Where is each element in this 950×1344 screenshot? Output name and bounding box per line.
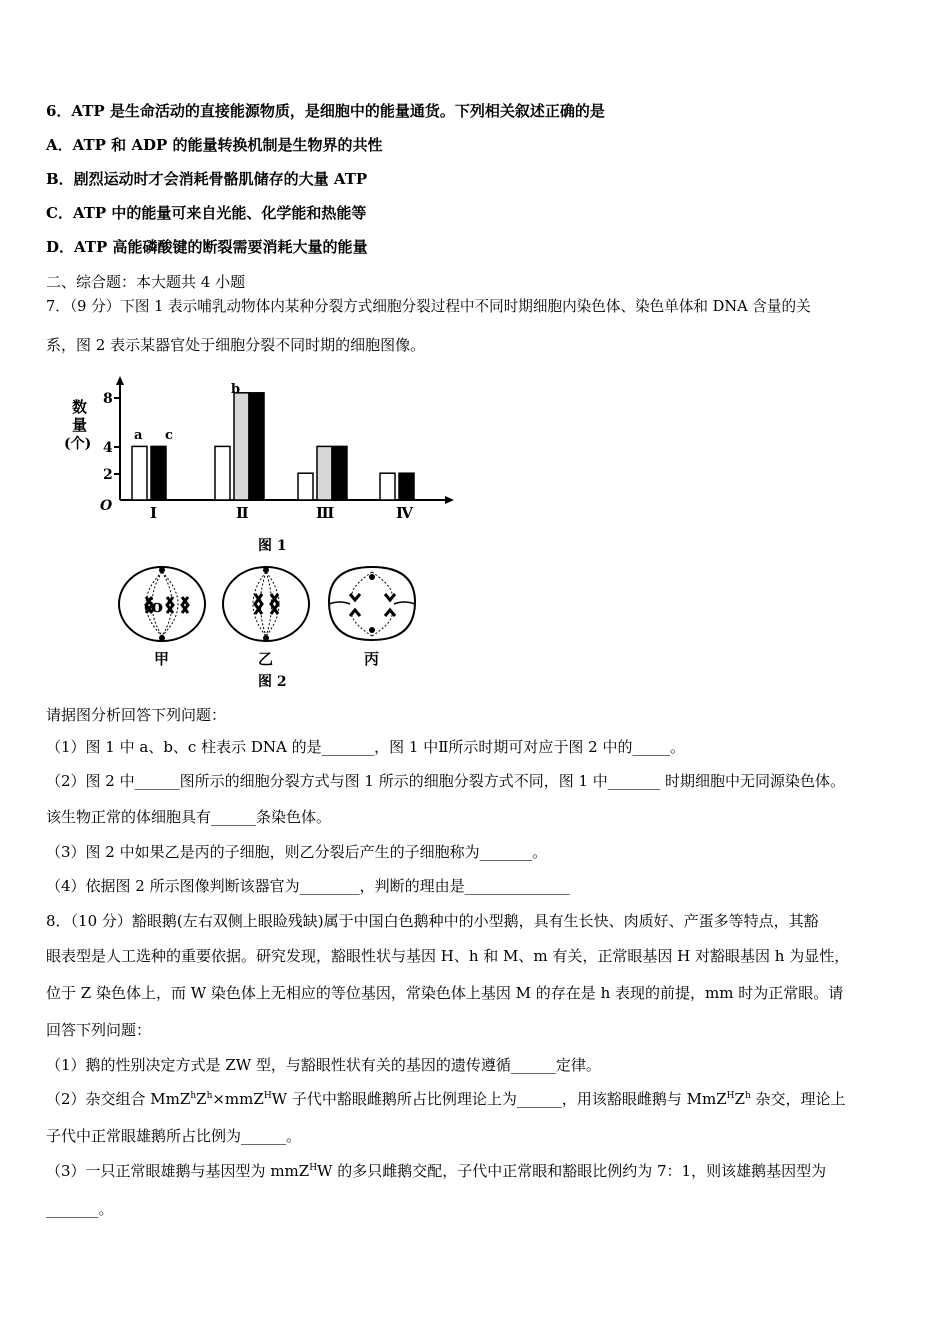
cell-bing bbox=[329, 567, 415, 640]
y-label-3: (个) bbox=[64, 436, 92, 452]
figure-1-caption: 图 1 bbox=[258, 538, 287, 554]
y-label-1: 数 bbox=[72, 398, 88, 416]
q8-line1: 8．（10 分）豁眼鹅(左右双侧上眼睑残缺)属于中国白色鹅种中的小型鹅，具有生长快、肉质好、产蛋多等特点，其豁 bbox=[46, 912, 819, 930]
bar-label-c: c bbox=[165, 428, 173, 443]
q7-sub2-line1: （2）图 2 中______图所示的细胞分裂方式与图 1 所示的细胞分裂方式不同，图 1 中_______ 时期细胞中无同源染色体。 bbox=[46, 772, 846, 790]
x-axis-arrow bbox=[445, 496, 454, 504]
bar-b-3 bbox=[317, 446, 332, 500]
y-axis-arrow bbox=[116, 376, 124, 385]
q7-lead: 请据图分析回答下列问题： bbox=[46, 706, 227, 724]
bar-a-3 bbox=[298, 473, 313, 500]
q8-line2: 眼表型是人工选种的重要依据。研究发现，豁眼性状与基因 H、h 和 M、m 有关，正常眼基因 H 对豁眼基因 h 为显性， bbox=[46, 947, 850, 965]
q7-sub1: （1）图 1 中 a、b、c 柱表示 DNA 的是_______，图 1 中Ⅱ所示时期可对应于图 2 中的_____。 bbox=[46, 738, 685, 756]
bar-b-2 bbox=[234, 393, 249, 500]
q6-option-a: A．ATP 和 ADP 的能量转换机制是生物界的共性 bbox=[46, 136, 383, 154]
q7-sub3: （3）图 2 中如果乙是丙的子细胞，则乙分裂后产生的子细胞称为_______。 bbox=[46, 843, 548, 861]
q7-sub4: （4）依据图 2 所示图像判断该器官为________，判断的理由是______________ bbox=[46, 877, 570, 895]
x-label-3: Ⅲ bbox=[316, 504, 335, 522]
q7-sub2-line2: 该生物正常的体细胞具有______条染色体。 bbox=[46, 808, 332, 826]
q6-option-b: B．剧烈运动时才会消耗骨骼肌储存的大量 ATP bbox=[46, 170, 368, 188]
cell-label-jia: 甲 bbox=[154, 650, 170, 668]
cell-label-bing: 丙 bbox=[364, 650, 380, 668]
bar-a-2 bbox=[215, 446, 230, 500]
svg-text:ꝏ: ꝏ bbox=[144, 596, 164, 617]
bar-c-1 bbox=[151, 446, 166, 500]
cell-label-yi: 乙 bbox=[258, 650, 274, 668]
bar-label-b: b bbox=[231, 382, 241, 397]
y-tick-8: 8 bbox=[103, 391, 113, 407]
y-tick-2: 2 bbox=[103, 467, 113, 483]
q8-line3: 位于 Z 染色体上，而 W 染色体上无相应的等位基因，常染色体上基因 M 的存在是 h 表现的前提，mm 时为正常眼。请 bbox=[46, 984, 844, 1002]
x-label-4: Ⅳ bbox=[396, 504, 414, 522]
x-label-2: Ⅱ bbox=[236, 504, 249, 522]
q6-option-c: C．ATP 中的能量可来自光能、化学能和热能等 bbox=[46, 204, 367, 222]
x-label-1: Ⅰ bbox=[150, 504, 158, 522]
q8-sub2-line2: 子代中正常眼雄鹅所占比例为______。 bbox=[46, 1127, 302, 1145]
bar-c-4 bbox=[399, 473, 414, 500]
q8-sub1: （1）鹅的性别决定方式是 ZW 型，与豁眼性状有关的基因的遗传遵循______定律。 bbox=[46, 1056, 601, 1074]
bar-a-4 bbox=[380, 473, 395, 500]
cell-yi bbox=[223, 567, 309, 641]
figure-1-2 bbox=[60, 372, 480, 692]
section-heading: 二、综合题：本大题共 4 小题 bbox=[46, 273, 246, 291]
origin-label: O bbox=[100, 498, 113, 514]
y-tick-4: 4 bbox=[103, 440, 113, 456]
q8-sub3-line1: （3）一只正常眼雄鹅与基因型为 mmZ$^H$W 的多只雌鹅交配，子代中正常眼和豁眼比例约为 7：1，则该雄鹅基因型为 bbox=[46, 1162, 827, 1180]
q7-stem-line2: 系，图 2 表示某器官处于细胞分裂不同时期的细胞图像。 bbox=[46, 336, 426, 354]
bar-c-2 bbox=[249, 393, 264, 500]
bar-label-a: a bbox=[134, 428, 143, 443]
q8-line4: 回答下列问题： bbox=[46, 1021, 152, 1039]
figure-2-caption: 图 2 bbox=[258, 674, 287, 690]
q8-sub3-line2: _______。 bbox=[46, 1200, 114, 1218]
q6-stem: 6．ATP 是生命活动的直接能源物质，是细胞中的能量通货。下列相关叙述正确的是 bbox=[46, 102, 605, 120]
q7-stem-line1: 7．（9 分）下图 1 表示哺乳动物体内某种分裂方式细胞分裂过程中不同时期细胞内染色体、染色单体和 DNA 含量的关 bbox=[46, 298, 811, 315]
q8-sub2-line1: （2）杂交组合 $MmZ^hZ^h\times mmZ^HW$ 子代中豁眼雌鹅所占比例理论上为______，用该豁眼雌鹅与 $MmZ^HZ^h$ 杂交，理论上 bbox=[46, 1090, 846, 1108]
bar-c-3 bbox=[332, 446, 347, 500]
cell-jia bbox=[119, 567, 205, 641]
q6-option-d: D．ATP 高能磷酸键的断裂需要消耗大量的能量 bbox=[46, 238, 368, 256]
y-label-2: 量 bbox=[72, 416, 88, 434]
bar-a-1 bbox=[132, 446, 147, 500]
